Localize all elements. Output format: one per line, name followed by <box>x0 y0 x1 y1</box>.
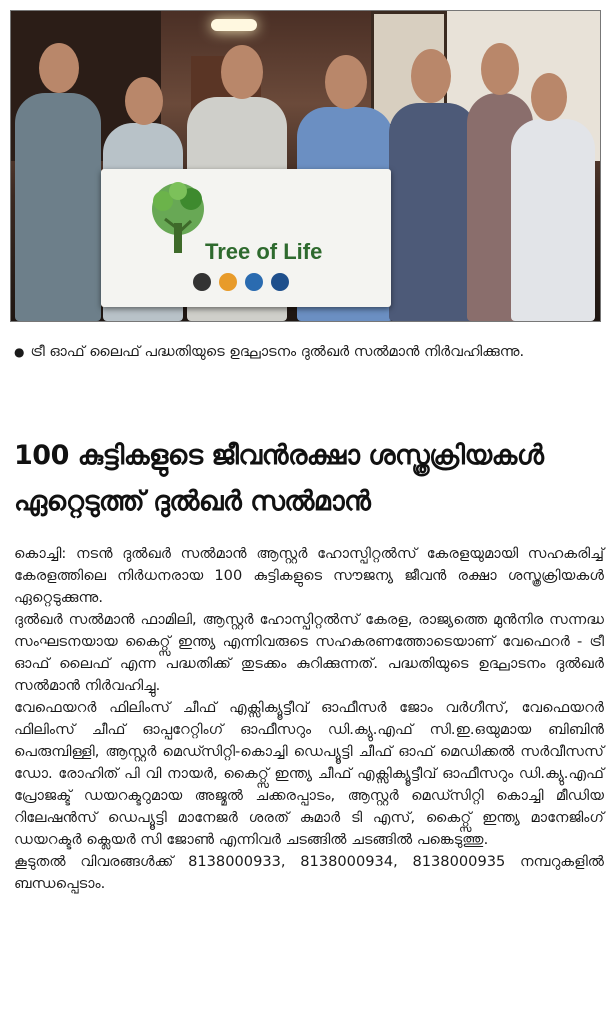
person-7-head <box>531 73 567 121</box>
article-paragraph: കൂടുതൽ വിവരങ്ങൾക്ക് 8138000933, 8138000934, 8138000935 നമ്പറുകളിൽ ബന്ധപ്പെടാം. <box>14 853 604 892</box>
sponsor-logo-3 <box>245 273 263 291</box>
tree-of-life-banner <box>101 169 391 307</box>
person-7 <box>511 119 595 321</box>
person-1-head <box>39 43 79 93</box>
sponsor-logo-4 <box>271 273 289 291</box>
event-photo <box>10 10 601 322</box>
article-body <box>14 543 604 895</box>
person-5-head <box>411 49 451 103</box>
person-2-head <box>125 77 163 125</box>
person-5 <box>389 103 477 321</box>
article-paragraph: ദുൽഖർ സൽമാൻ ഫാമിലി, ആസ്റ്റർ ഹോസ്പിറ്റൽസ് കേരള, രാജ്യത്തെ മുൻനിര സന്നദ്ധ സംഘടനയായ കൈറ്റ്സ് ഇന്ത്യ എന്നിവരുടെ സഹകരണത്തോടെയാണ് വേഫെറർ - ട്രീ ഓഫ് ലൈഫ് എന്ന പദ്ധതിക്ക് തുടക്കം കുറിക്കുന്നത്. പദ്ധതിയുടെ ഉദ്ഘാടനം ദുൽഖർ സൽമാൻ നിർവഹിച്ചു. <box>14 611 604 694</box>
banner-title: Tree of Life <box>205 239 323 264</box>
photo-lamp <box>211 19 257 31</box>
article-paragraph: വേഫെയറർ ഫിലിംസ് ചീഫ് എക്സിക്യൂട്ടീവ് ഓഫീസർ ജോം വർഗീസ്, വേഫെയറർ ഫിലിംസ് ചീഫ് ഓപ്പറേറ്റിംഗ് ഓഫീസറും ഡി.ക്യു.എഫ് സി.ഇ.ഒയുമായ ബിബിൻ പെരുമ്പിള്ളി, ആസ്റ്റർ മെഡ്സിറ്റി-കൊച്ചി ഡെപ്യൂട്ടി ചീഫ് ഓഫ് മെഡിക്കൽ സർവീസസ് ഡോ. രോഹിത് പി വി നായർ, കൈറ്റ്സ് ഇന്ത്യ ചീഫ് എക്സിക്യൂട്ടീവ് ഓഫീസറും ഡി.ക്യു.എഫ് പ്രോജക്ട് ഡയറക്ടറുമായ അജ്മൽ ചക്കരപ്പാടം, ആസ്റ്റർ മെഡ്സിറ്റി കൊച്ചി മീഡിയ റിലേഷൻസ് ഡെപ്യൂട്ടി മാനേജർ ശരത് കുമാർ ടി എസ്, കൈറ്റ്സ് ഇന്ത്യ മാനേജിംഗ് ഡയറക്ടർ ക്ലെയർ സി ജോൺ എന്നിവർ ചടങ്ങിൽ ചടങ്ങിൽ പങ്കെടുത്തു. <box>14 699 604 848</box>
bullet-icon: ● <box>14 345 25 359</box>
sponsor-logos <box>193 273 289 291</box>
sponsor-logo-2 <box>219 273 237 291</box>
tree-logo <box>143 179 213 259</box>
person-1 <box>15 93 101 321</box>
sponsor-logo-1 <box>193 273 211 291</box>
person-4-head <box>325 55 367 109</box>
headline: 100 കുട്ടികളുടെ ജീവൻരക്ഷാ ശസ്ത്രക്രിയകൾ ഏറ്റെടുത്ത് ദുൽഖർ സൽമാൻ <box>14 440 544 517</box>
caption-text: ട്രീ ഓഫ് ലൈഫ് പദ്ധതിയുടെ ഉദ്ഘാടനം ദുൽഖർ സൽമാൻ നിർവഹിക്കുന്നു. <box>30 344 525 360</box>
person-3-head <box>221 45 263 99</box>
article-paragraph: കൊച്ചി: നടൻ ദുൽഖർ സൽമാൻ ആസ്റ്റർ ഹോസ്പിറ്റൽസ് കേരളയുമായി സഹകരിച്ച് കേരളത്തിലെ നിർധനരായ 100 കുട്ടികളുടെ സൗജന്യ ജീവൻ രക്ഷാ ശസ്ത്രക്രിയകൾ ഏറ്റെടുക്കുന്നു. <box>14 545 604 606</box>
photo-caption <box>14 341 600 364</box>
person-6-head <box>481 43 519 95</box>
